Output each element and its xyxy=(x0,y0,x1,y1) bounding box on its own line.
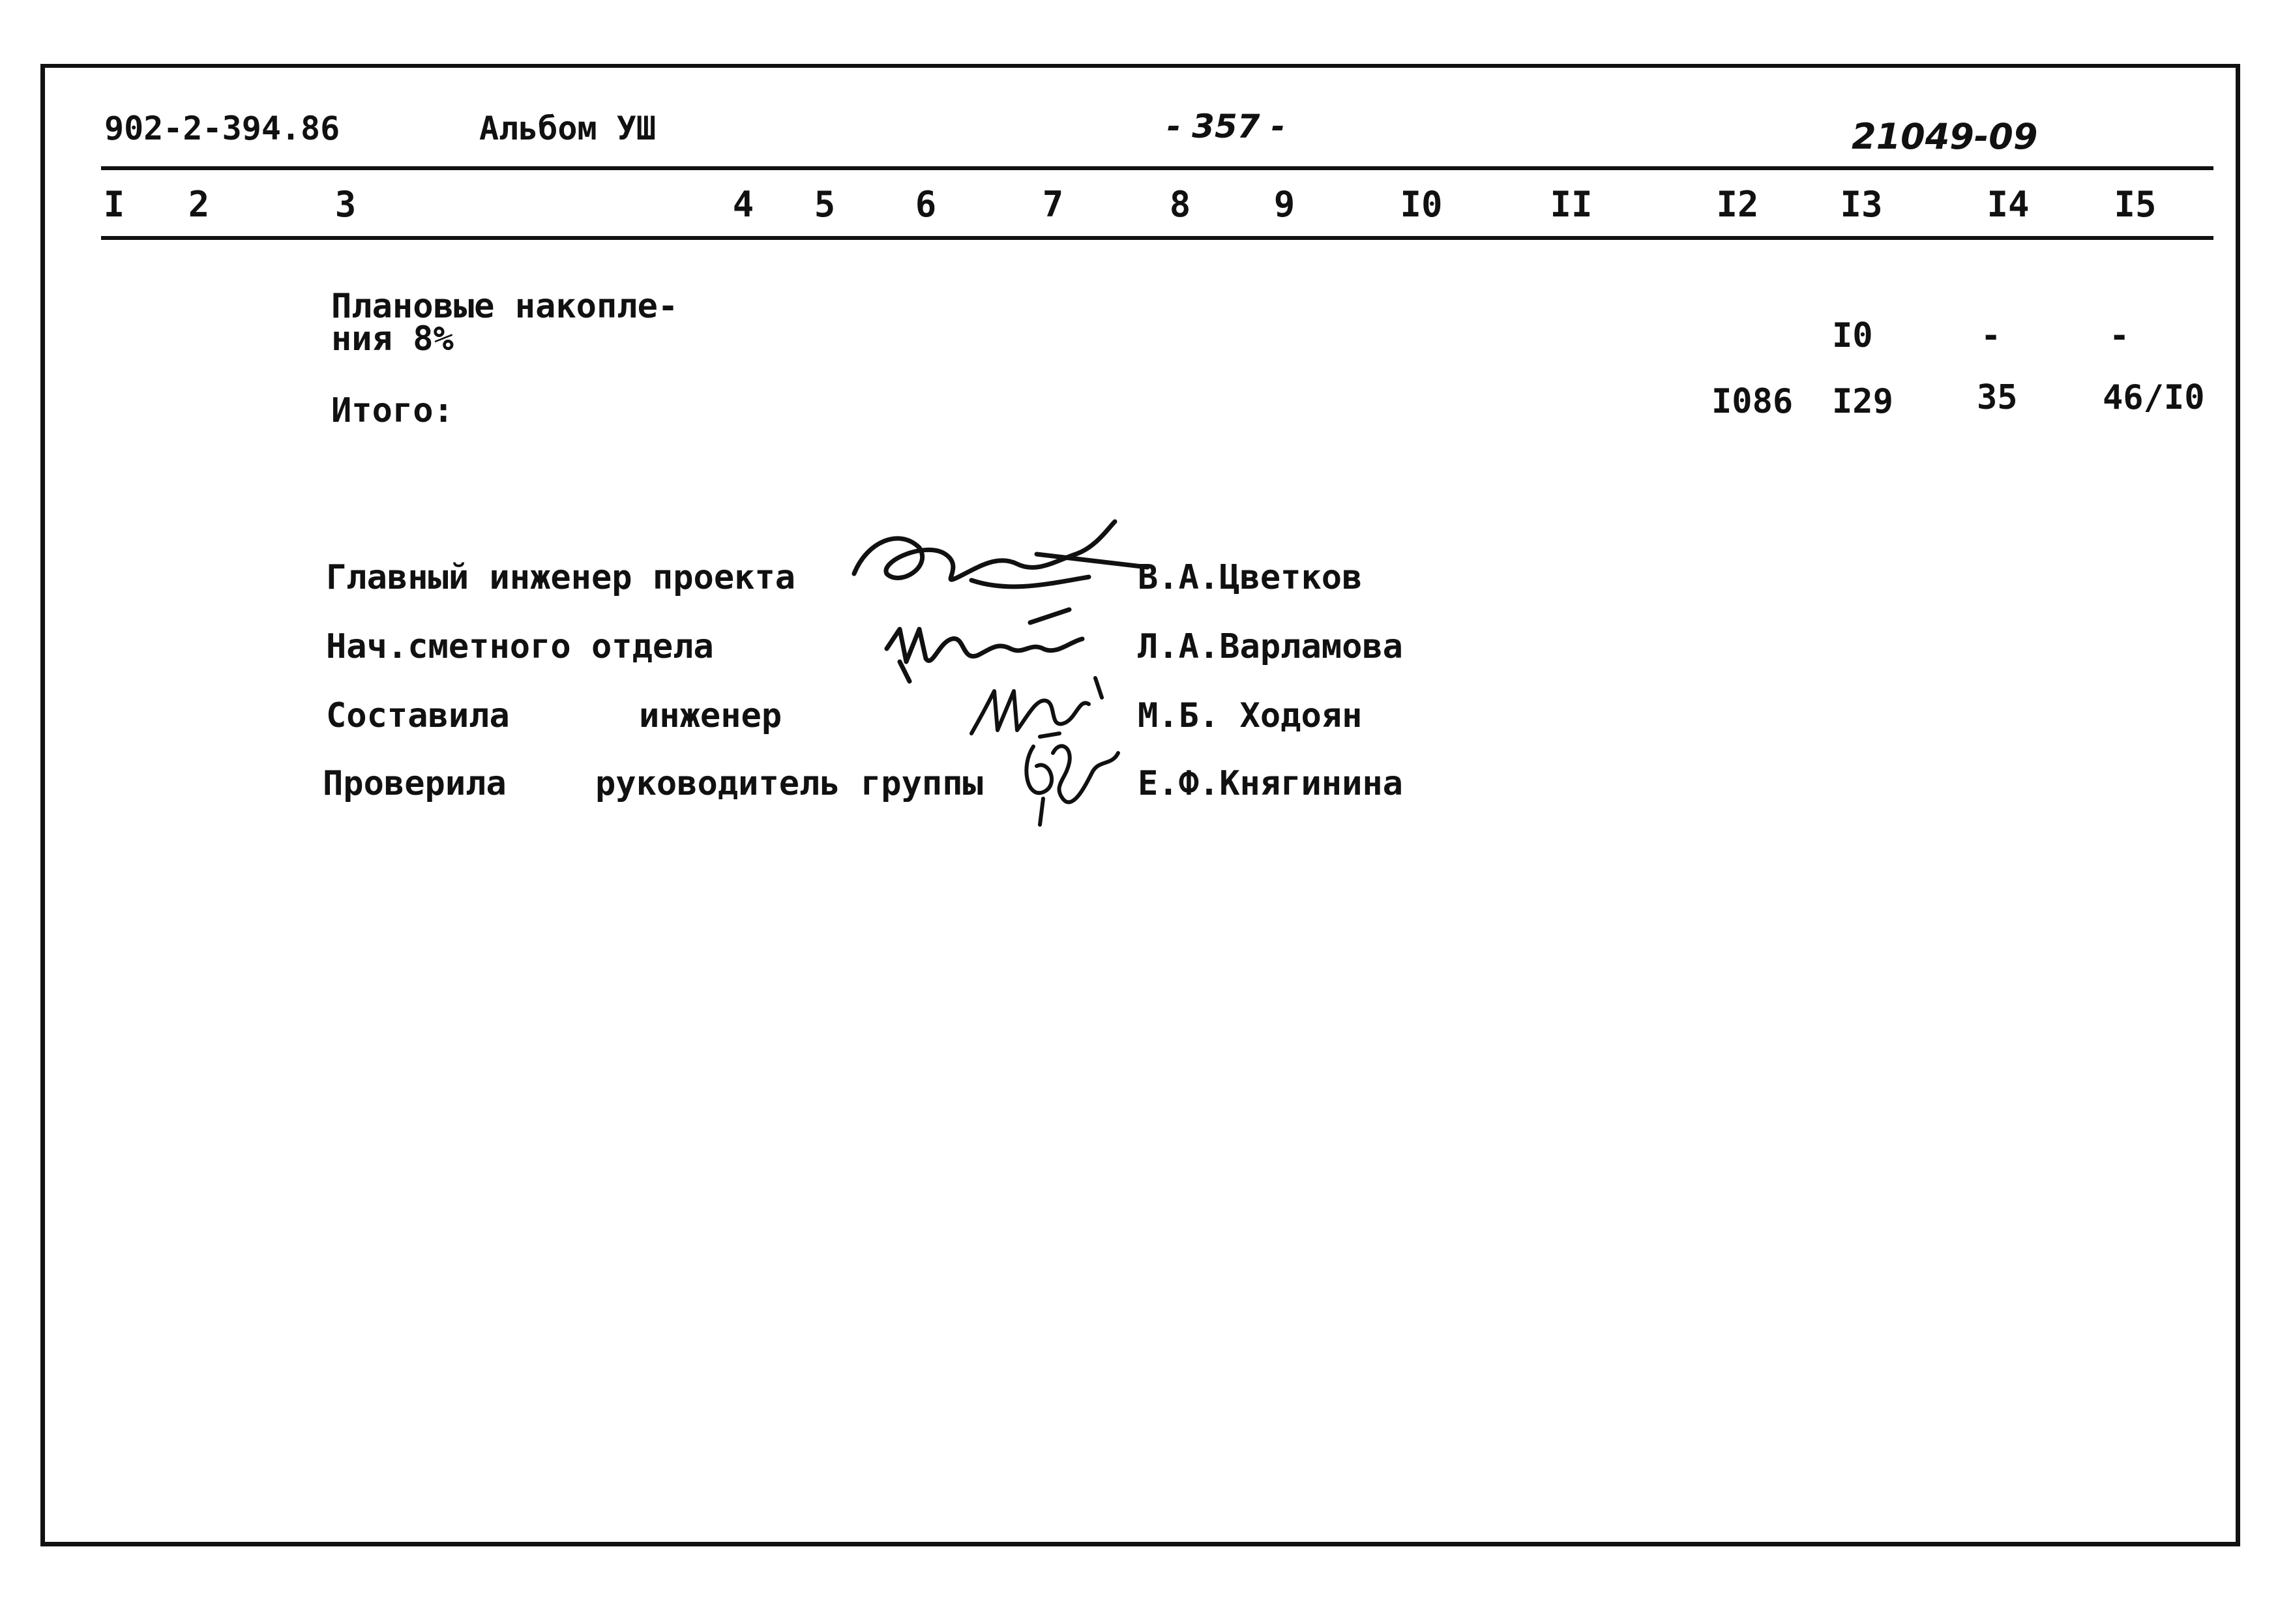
signature-title: руководитель группы xyxy=(595,764,983,803)
inventory-number: 21049-09 xyxy=(1852,116,2038,157)
column-number: I0 xyxy=(1400,184,1443,225)
column-number: I5 xyxy=(2114,184,2157,225)
header-rule-bottom xyxy=(101,236,2213,240)
header-rule-top xyxy=(101,166,2213,170)
album-label: Альбом УШ xyxy=(479,110,656,147)
column-number: 6 xyxy=(915,184,937,225)
column-number: I xyxy=(103,184,125,225)
row-label: Плановые накопле- xyxy=(331,287,679,326)
column-number: 8 xyxy=(1169,184,1191,225)
signature-scribble-4 xyxy=(1014,727,1125,831)
cell-col14: 35 xyxy=(1977,378,2018,417)
cell-col14: - xyxy=(1981,316,2002,355)
cell-col12: I086 xyxy=(1711,382,1794,421)
column-number: I3 xyxy=(1840,184,1883,225)
signature-name: Е.Ф.Княгинина xyxy=(1138,764,1403,803)
signature-title: инженер xyxy=(639,696,782,735)
signature-scribble-1 xyxy=(841,515,1154,606)
column-number: 7 xyxy=(1042,184,1064,225)
signature-name: Л.А.Варламова xyxy=(1138,627,1403,666)
column-number: 3 xyxy=(334,184,357,225)
page-number: - 357 - xyxy=(1167,108,1285,145)
column-number: 5 xyxy=(814,184,836,225)
column-number: I2 xyxy=(1716,184,1759,225)
column-number: 9 xyxy=(1273,184,1295,225)
column-number: 2 xyxy=(188,184,210,225)
cell-col13: I0 xyxy=(1832,316,1873,355)
signature-name: В.А.Цветков xyxy=(1138,558,1363,597)
signature-name: М.Б. Ходоян xyxy=(1138,696,1363,735)
column-number: 4 xyxy=(732,184,754,225)
column-number: I4 xyxy=(1987,184,2030,225)
doc-code: 902-2-394.86 xyxy=(104,110,340,147)
row-label: Итого: xyxy=(331,391,454,430)
signature-role: Составила xyxy=(326,696,510,735)
cell-col15: - xyxy=(2109,316,2130,355)
signature-role: Нач.сметного отдела xyxy=(326,627,714,666)
cell-col13: I29 xyxy=(1832,382,1893,421)
signature-role: Главный инженер проекта xyxy=(326,558,796,597)
column-number: II xyxy=(1550,184,1593,225)
cell-col15: 46/I0 xyxy=(2103,378,2205,417)
signature-role: Проверила xyxy=(323,764,507,803)
row-label: ния 8% xyxy=(331,319,454,359)
